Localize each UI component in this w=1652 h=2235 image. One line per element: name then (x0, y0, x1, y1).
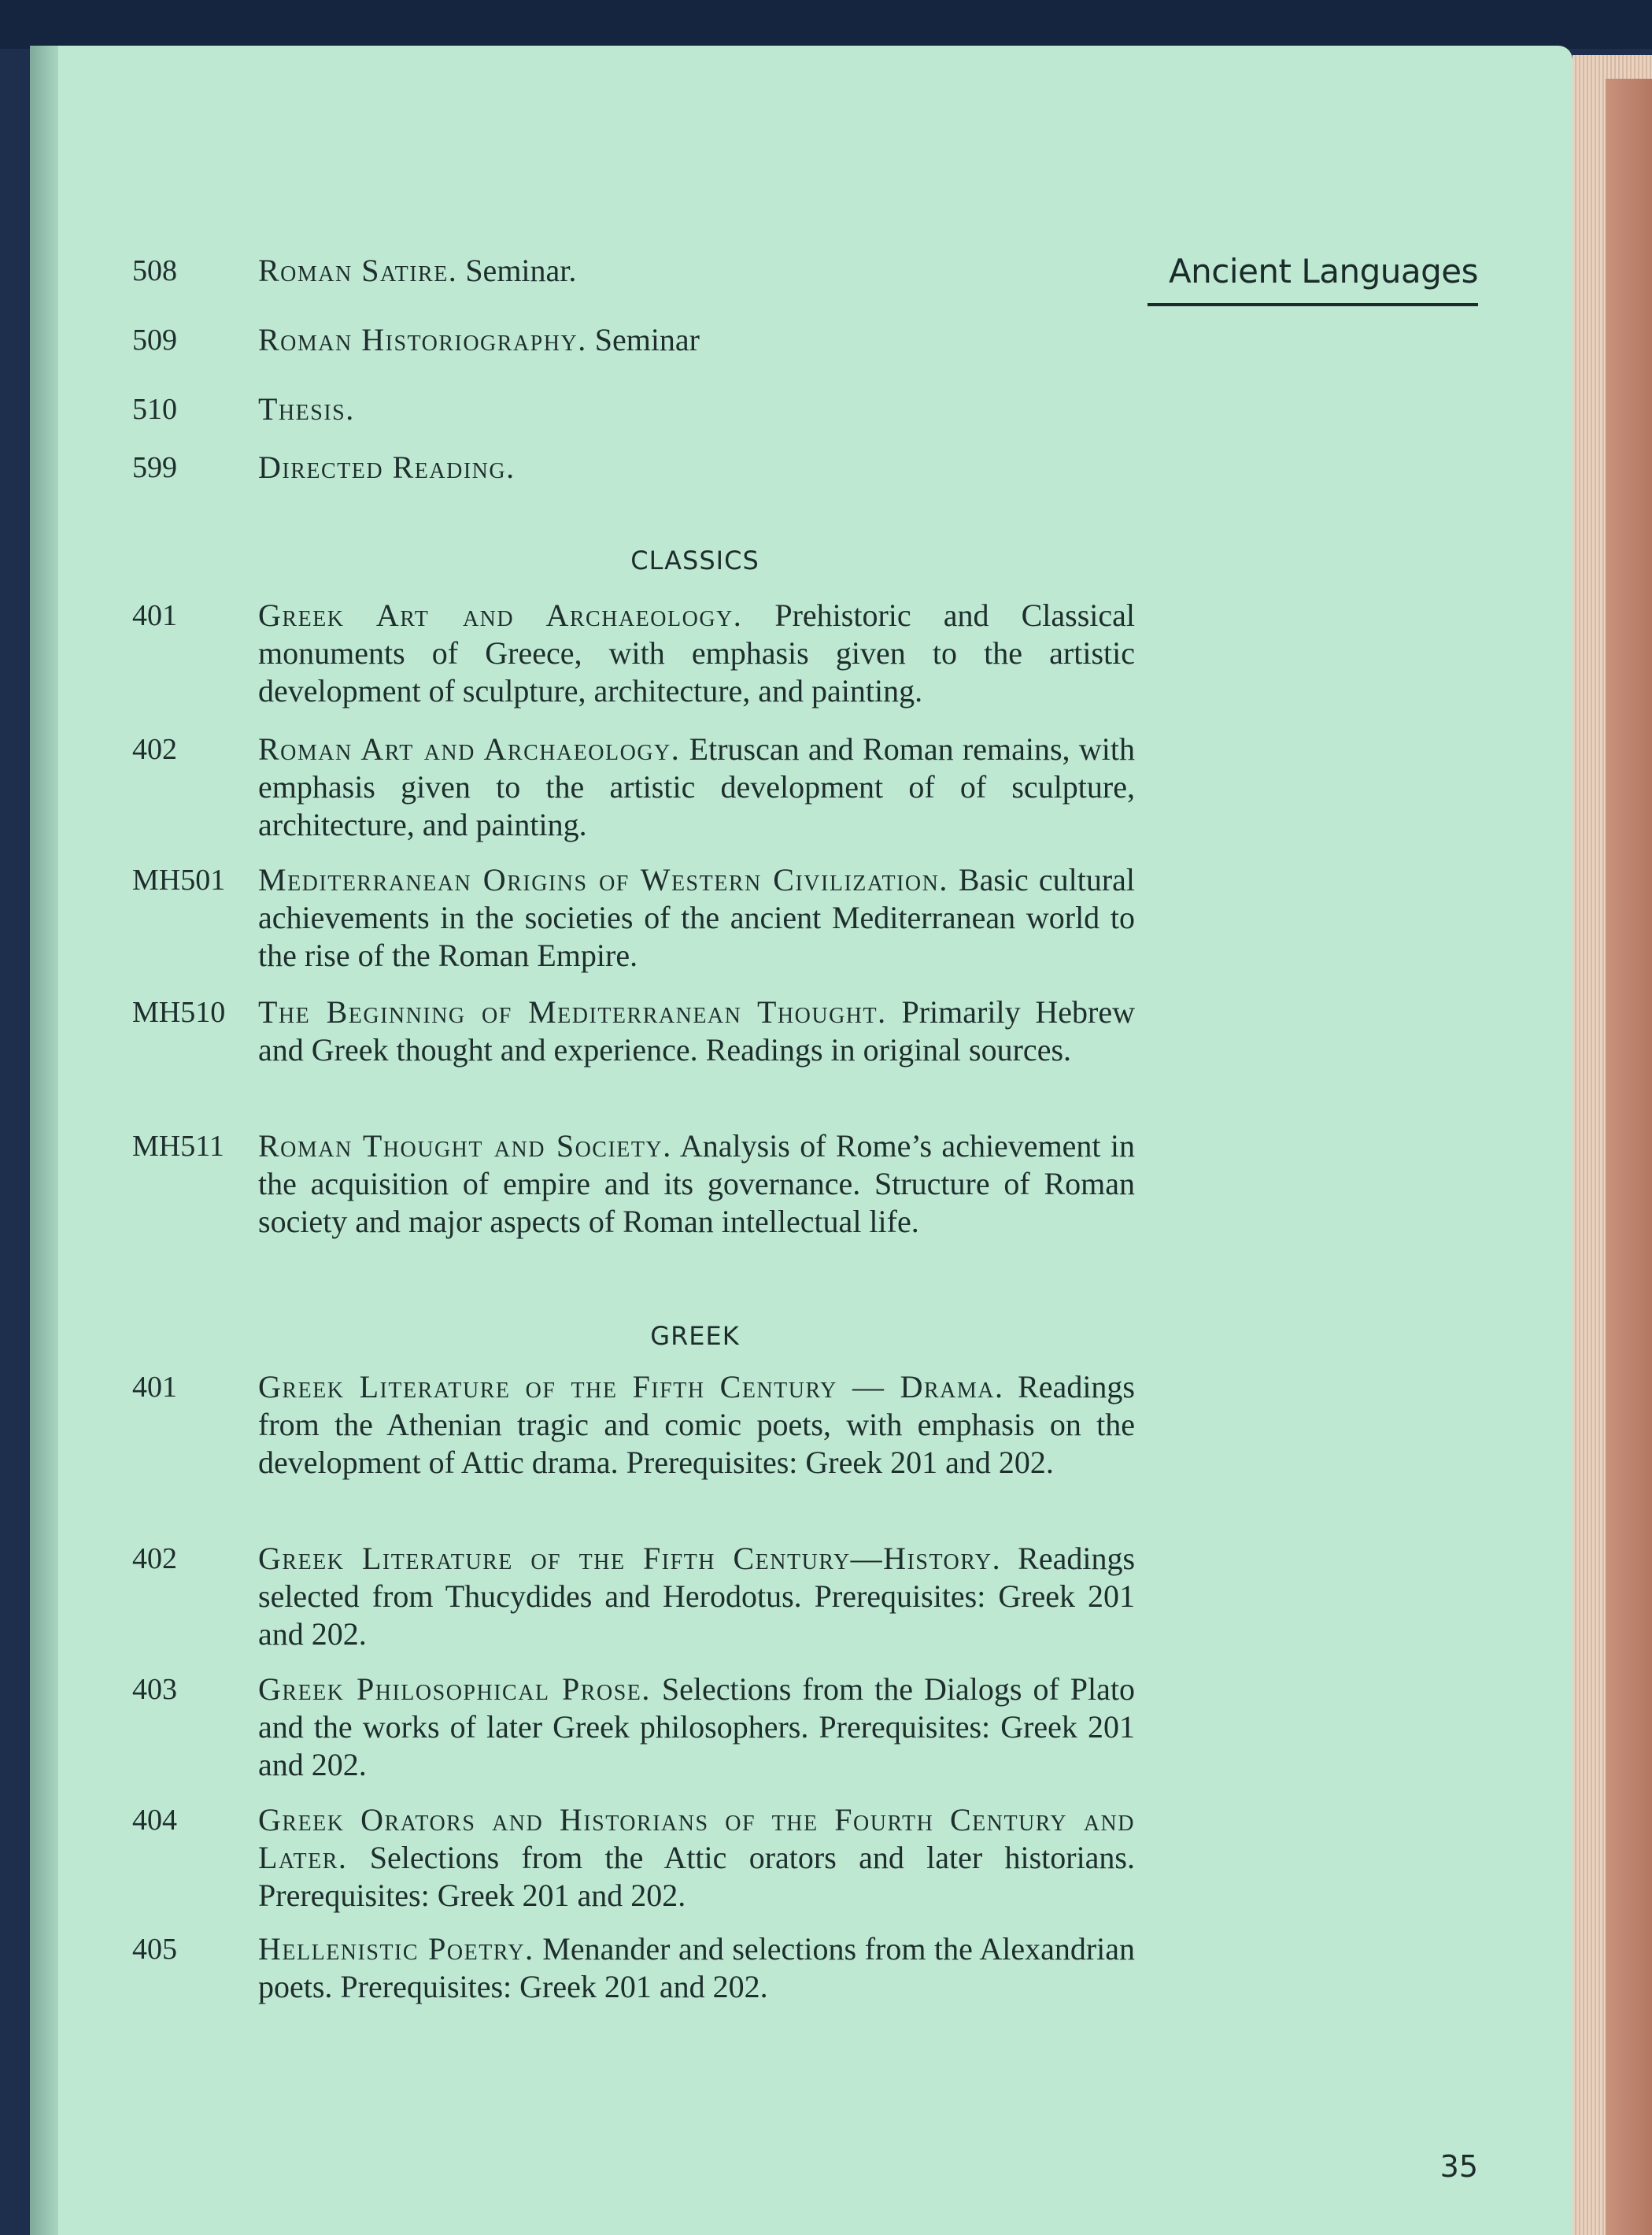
page-gutter (30, 46, 58, 2235)
course-title: Greek Art and Archaeology. (258, 598, 743, 633)
course-text (258, 731, 1135, 844)
course-title: Mediterranean Origins of Western Civilization. (258, 862, 948, 897)
scan-background (0, 0, 1652, 49)
course-description: Prehistoric and Classical monuments of Greece, with emphasis given to the artistic development of sculpture, architecture, and painting. (258, 598, 1136, 709)
running-head: Ancient Languages (1148, 252, 1478, 306)
course-description: Analysis of Rome’s achievement in the acquisition of empire and its governance. Structure of Roman society and major aspects of Roman intellectual life. (258, 1128, 1135, 1239)
course-description: Readings from the Athenian tragic and comic poets, with emphasis on the development of Attic drama. Prerequisites: Greek 201 and 202. (258, 1369, 1135, 1480)
course-description: Menander and selections from the Alexandrian poets. Prerequisites: Greek 201 and 202. (258, 1931, 1136, 2004)
course-title: Greek Literature of the Fifth Century—History. (258, 1541, 1002, 1576)
course-number: 508 (132, 254, 177, 287)
course-number: 401 (132, 599, 177, 632)
course-text (258, 1930, 1135, 2006)
course-description: Selections from the Attic orators and later historians. Prerequisites: Greek 201 and 202. (258, 1840, 1135, 1913)
course-number: MH510 (132, 996, 226, 1029)
course-title: Roman Historiography. (258, 322, 587, 357)
course-number: 403 (132, 1673, 177, 1706)
section-heading-greek: GREEK (650, 1321, 740, 1351)
catalog-page (30, 46, 1573, 2235)
course-text (258, 321, 1135, 359)
course-text (258, 1801, 1135, 1915)
course-number: MH511 (132, 1130, 224, 1163)
course-description: Readings selected from Thucydides and Herodotus. Prerequisites: Greek 201 and 202. (258, 1541, 1136, 1652)
course-number: 402 (132, 733, 177, 766)
course-number: MH501 (132, 864, 226, 897)
course-description: Etruscan and Roman remains, with emphasis given to the artistic development of of sculpture, architecture, and painting. (258, 731, 1135, 842)
course-text (258, 390, 1135, 428)
course-number: 404 (132, 1804, 177, 1837)
course-description: Basic cultural achievements in the societies of the ancient Mediterranean world to the rise of the Roman Empire. (258, 862, 1136, 973)
course-title: Roman Art and Archaeology. (258, 731, 681, 767)
page-number: 35 (1439, 2149, 1478, 2184)
course-text (258, 994, 1135, 1069)
course-text (258, 1671, 1135, 1784)
course-description: Seminar. (465, 253, 577, 288)
course-title: Hellenistic Poetry. (258, 1931, 534, 1967)
course-number: 599 (132, 451, 177, 484)
course-number: 405 (132, 1933, 177, 1966)
course-text (258, 597, 1135, 710)
course-text (258, 1127, 1135, 1241)
course-text (258, 252, 1135, 290)
course-title: Directed Reading. (258, 450, 516, 485)
course-title: Greek Literature of the Fifth Century — Drama. (258, 1369, 1004, 1404)
course-title: Greek Philosophical Prose. (258, 1671, 651, 1707)
course-number: 510 (132, 393, 177, 426)
course-number: 401 (132, 1371, 177, 1404)
course-number: 509 (132, 324, 177, 357)
course-text (258, 449, 1135, 487)
course-title: Greek Orators and Historians of the Fourth Century and Later. (258, 1802, 1135, 1875)
section-heading-classics: CLASSICS (630, 546, 759, 575)
course-text (258, 1540, 1135, 1653)
course-title: The Beginning of Mediterranean Thought. (258, 994, 887, 1030)
book-cover-edge (1606, 79, 1652, 2235)
course-number: 402 (132, 1542, 177, 1575)
course-description: Seminar (594, 322, 700, 357)
course-text (258, 1368, 1135, 1482)
course-text (258, 861, 1135, 975)
course-description: Selections from the Dialogs of Plato and the works of later Greek philosophers. Prerequisites: Greek 201 and 202. (258, 1671, 1136, 1782)
course-title: Roman Thought and Society. (258, 1128, 672, 1164)
course-title: Thesis. (258, 391, 355, 427)
course-description: Primarily Hebrew and Greek thought and experience. Readings in original sources. (258, 994, 1136, 1068)
course-title: Roman Satire. (258, 253, 458, 288)
